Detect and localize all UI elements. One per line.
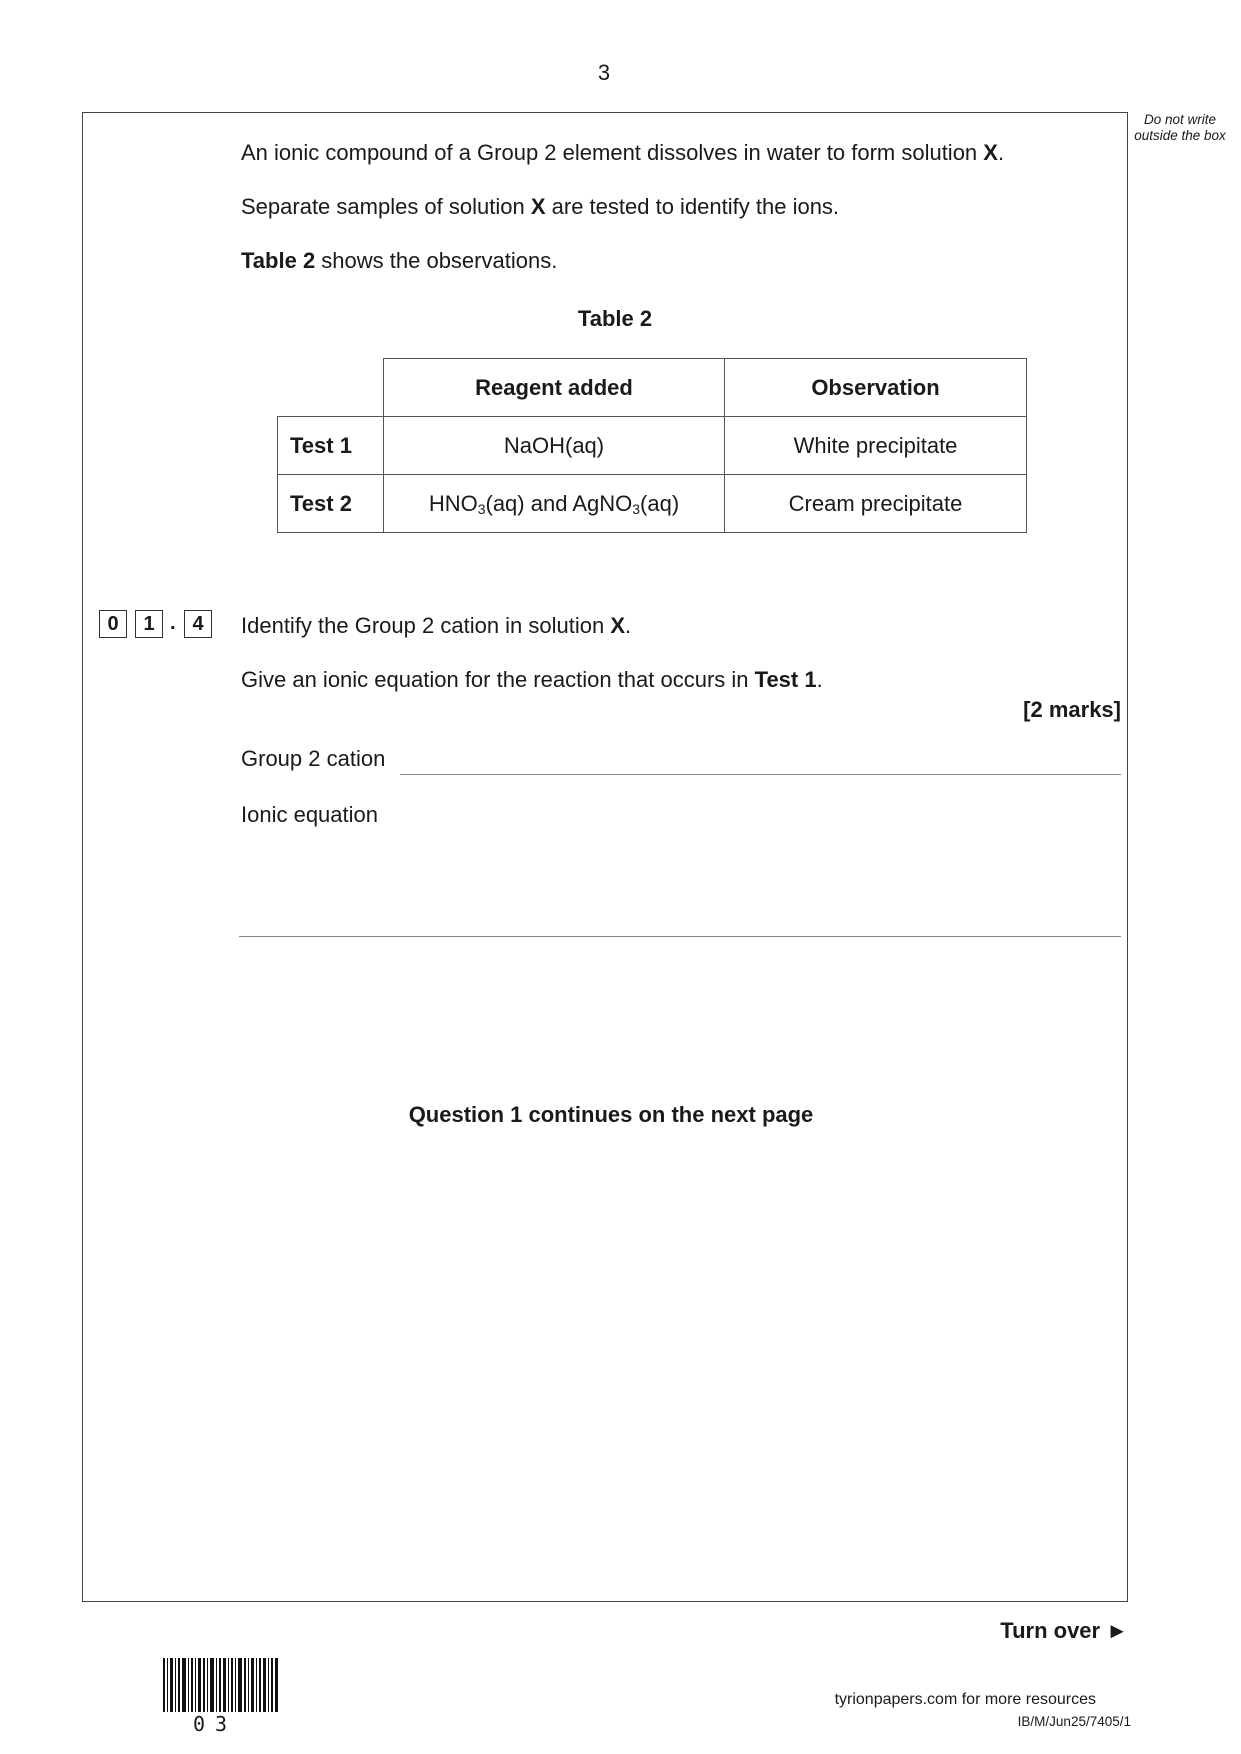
- reagent-cell: NaOH(aq): [384, 417, 725, 475]
- question-line-1: Identify the Group 2 cation in solution X.: [241, 613, 632, 638]
- question-number-box: 4: [184, 610, 212, 638]
- cation-answer-line[interactable]: [400, 774, 1121, 775]
- footer-credit: tyrionpapers.com for more resources: [834, 1691, 1096, 1708]
- table-row: [278, 417, 1027, 475]
- header-reagent: Reagent added: [384, 359, 725, 417]
- equation-answer-line[interactable]: [239, 936, 1121, 937]
- barcode-icon: [163, 1658, 278, 1712]
- row-label: Test 1: [278, 417, 384, 475]
- table-corner-cell: [278, 359, 384, 417]
- margin-note: Do not write outside the box: [1134, 112, 1226, 143]
- observations-table: [277, 358, 1027, 533]
- observation-cell: White precipitate: [725, 417, 1027, 475]
- footer-code: IB/M/Jun25/7405/1: [1017, 1714, 1131, 1729]
- turn-over-label: Turn over ►: [1000, 1618, 1128, 1643]
- reagent-cell: $HNO_3(aq)$ and AgNO$_3$(aq): [384, 475, 725, 533]
- question-line-2: Give an ionic equation for the reaction that occurs in Test 1.: [241, 667, 823, 692]
- row-label: Test 2: [278, 475, 384, 533]
- table-caption: Table 2: [577, 306, 653, 331]
- answer-frame: [82, 112, 1128, 1602]
- table-header-row: [278, 359, 1027, 417]
- intro-line-3: Table 2 shows the observations.: [241, 248, 558, 273]
- question-number-box: 0: [99, 610, 127, 638]
- continues-note: Question 1 continues on the next page: [408, 1102, 814, 1127]
- cation-label: Group 2 cation: [241, 746, 386, 771]
- question-number-dot: .: [170, 612, 176, 634]
- barcode-digits: 03: [193, 1712, 238, 1736]
- page-number: 3: [597, 60, 611, 85]
- header-observation: Observation: [725, 359, 1027, 417]
- question-number-box: 1: [135, 610, 163, 638]
- observation-cell: Cream precipitate: [725, 475, 1027, 533]
- intro-line-2: Separate samples of solution X are tested to identify the ions.: [241, 194, 840, 219]
- intro-line-1: An ionic compound of a Group 2 element dissolves in water to form solution X.: [241, 140, 1005, 165]
- marks-label: [2 marks]: [1023, 697, 1121, 722]
- table-row: [278, 475, 1027, 533]
- equation-label: Ionic equation: [241, 802, 378, 827]
